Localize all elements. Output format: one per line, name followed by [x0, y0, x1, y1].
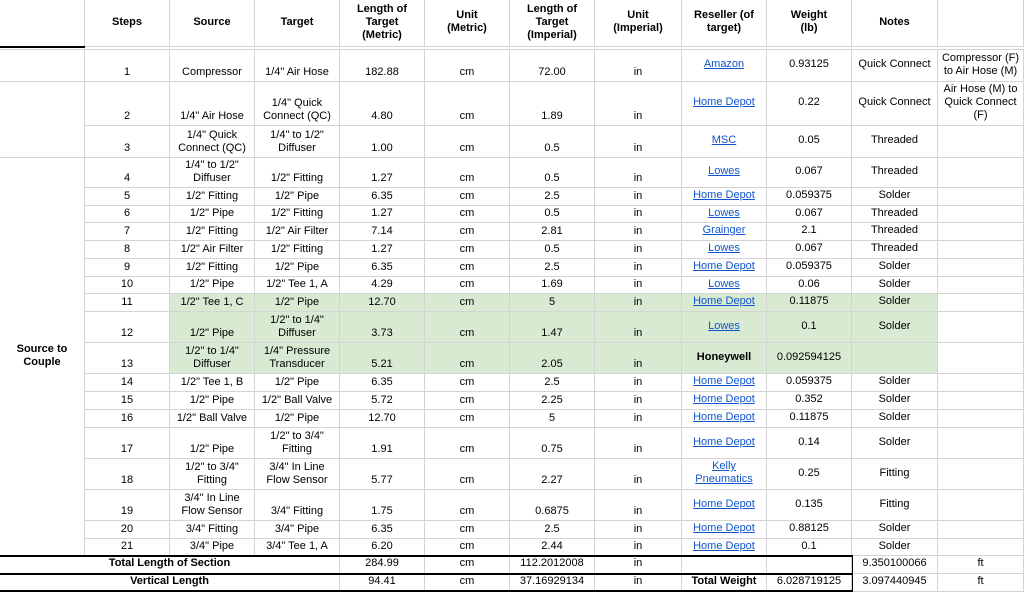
table-cell[interactable]: 3/4" Fitting — [170, 521, 255, 539]
table-cell[interactable]: 1.91 — [340, 428, 425, 459]
table-cell[interactable]: 1/2" Air Filter — [255, 223, 340, 241]
table-cell[interactable]: Threaded — [852, 206, 938, 223]
table-cell[interactable]: Fitting — [852, 459, 938, 490]
table-cell[interactable]: Solder — [852, 188, 938, 206]
table-cell[interactable]: cm — [425, 410, 510, 428]
table-cell[interactable]: Solder — [852, 539, 938, 556]
column-header[interactable]: Notes — [852, 0, 938, 47]
table-cell[interactable]: 0.067 — [767, 241, 852, 259]
table-cell[interactable]: 8 — [85, 241, 170, 259]
table-cell[interactable]: cm — [425, 241, 510, 259]
table-cell[interactable]: 0.11875 — [767, 410, 852, 428]
table-cell[interactable]: 1/4" Air Hose — [170, 82, 255, 126]
table-cell[interactable]: 18 — [85, 459, 170, 490]
table-cell[interactable]: 13 — [85, 343, 170, 374]
table-cell[interactable]: in — [595, 126, 682, 158]
table-cell[interactable]: 0.059375 — [767, 188, 852, 206]
table-cell[interactable]: Threaded — [852, 158, 938, 188]
table-cell[interactable]: in — [595, 459, 682, 490]
table-cell[interactable]: cm — [425, 188, 510, 206]
table-cell[interactable]: 21 — [85, 539, 170, 556]
total-weight-label[interactable]: Total Weight — [682, 574, 767, 592]
table-cell[interactable]: 0.93125 — [767, 50, 852, 82]
table-cell[interactable] — [938, 392, 1024, 410]
table-cell[interactable]: 3.73 — [340, 312, 425, 343]
total-notes[interactable]: 9.350100066 — [852, 556, 938, 574]
table-cell[interactable]: 6.35 — [340, 259, 425, 277]
column-header[interactable]: Unit (Metric) — [425, 0, 510, 47]
total-unit-metric[interactable]: cm — [425, 556, 510, 574]
reseller-link[interactable]: Home Depot — [682, 188, 767, 206]
table-cell[interactable]: 182.88 — [340, 50, 425, 82]
table-cell[interactable]: 0.1 — [767, 539, 852, 556]
table-cell[interactable]: 12.70 — [340, 410, 425, 428]
table-cell[interactable]: 1.89 — [510, 82, 595, 126]
table-cell[interactable]: 19 — [85, 490, 170, 521]
table-cell[interactable]: Solder — [852, 521, 938, 539]
table-cell[interactable]: 1.27 — [340, 158, 425, 188]
border-line — [852, 555, 853, 592]
table-cell[interactable]: 1/2" Pipe — [255, 374, 340, 392]
table-cell[interactable] — [938, 521, 1024, 539]
table-cell[interactable]: in — [595, 490, 682, 521]
table-cell[interactable]: 2.5 — [510, 188, 595, 206]
total-length-metric[interactable]: 284.99 — [340, 556, 425, 574]
table-cell[interactable]: cm — [425, 428, 510, 459]
table-cell[interactable]: cm — [425, 277, 510, 294]
table-cell[interactable]: in — [595, 374, 682, 392]
table-cell[interactable]: 6.35 — [340, 374, 425, 392]
table-cell[interactable] — [938, 374, 1024, 392]
table-cell[interactable]: 1/2" Ball Valve — [170, 410, 255, 428]
table-cell[interactable]: 0.75 — [510, 428, 595, 459]
table-cell[interactable]: 1/2" to 1/4" Diffuser — [170, 343, 255, 374]
reseller-link[interactable]: MSC — [682, 126, 767, 158]
table-cell[interactable]: in — [595, 428, 682, 459]
table-cell[interactable]: 2.1 — [767, 223, 852, 241]
reseller-link[interactable]: Kelly Pneumatics — [682, 459, 767, 490]
table-cell[interactable]: 3/4" In Line Flow Sensor — [170, 490, 255, 521]
table-cell[interactable]: 1/4" to 1/2" Diffuser — [170, 158, 255, 188]
table-cell[interactable]: cm — [425, 490, 510, 521]
table-cell[interactable]: 3/4" Pipe — [255, 521, 340, 539]
table-cell[interactable]: Solder — [852, 374, 938, 392]
table-cell[interactable]: cm — [425, 343, 510, 374]
table-cell[interactable]: 4 — [85, 158, 170, 188]
table-cell[interactable] — [938, 539, 1024, 556]
table-cell[interactable]: cm — [425, 374, 510, 392]
table-cell[interactable]: Solder — [852, 259, 938, 277]
column-header[interactable]: Source — [170, 0, 255, 47]
reseller-link[interactable]: Home Depot — [682, 374, 767, 392]
table-cell[interactable]: 72.00 — [510, 50, 595, 82]
column-header[interactable] — [938, 0, 1024, 47]
reseller-link[interactable]: Home Depot — [682, 410, 767, 428]
table-cell[interactable]: cm — [425, 294, 510, 312]
table-cell[interactable]: 2.27 — [510, 459, 595, 490]
table-cell[interactable]: Solder — [852, 410, 938, 428]
table-cell[interactable]: 5 — [510, 294, 595, 312]
table-cell[interactable]: 6.35 — [340, 521, 425, 539]
table-cell[interactable]: 1 — [85, 50, 170, 82]
table-cell[interactable] — [938, 259, 1024, 277]
table-cell[interactable]: 9 — [85, 259, 170, 277]
table-cell[interactable]: 1.27 — [340, 241, 425, 259]
table-cell[interactable]: Compressor (F) to Air Hose (M) — [938, 50, 1024, 82]
table-cell[interactable]: cm — [425, 50, 510, 82]
reseller-link[interactable]: Lowes — [682, 206, 767, 223]
table-cell[interactable]: 6 — [85, 206, 170, 223]
reseller-link[interactable]: Lowes — [682, 277, 767, 294]
total-unit-ft[interactable]: ft — [938, 574, 1024, 592]
column-header[interactable]: Length of Target (Metric) — [340, 0, 425, 47]
table-cell[interactable]: 12 — [85, 312, 170, 343]
reseller-link[interactable]: Lowes — [682, 312, 767, 343]
table-cell[interactable]: 1/2" Pipe — [170, 312, 255, 343]
table-cell[interactable]: in — [595, 206, 682, 223]
reseller-text[interactable]: Honeywell — [682, 343, 767, 374]
table-cell[interactable]: 3/4" Tee 1, A — [255, 539, 340, 556]
table-cell[interactable] — [938, 206, 1024, 223]
table-cell[interactable]: 3/4" Pipe — [170, 539, 255, 556]
table-cell[interactable]: 3/4" In Line Flow Sensor — [255, 459, 340, 490]
table-cell[interactable]: 0.05 — [767, 126, 852, 158]
table-cell[interactable] — [938, 126, 1024, 158]
total-unit-imperial[interactable]: in — [595, 556, 682, 574]
table-cell[interactable]: Solder — [852, 428, 938, 459]
reseller-link[interactable]: Lowes — [682, 158, 767, 188]
table-cell[interactable]: 6.20 — [340, 539, 425, 556]
table-cell[interactable]: Quick Connect — [852, 50, 938, 82]
reseller-link[interactable]: Home Depot — [682, 521, 767, 539]
table-cell[interactable]: in — [595, 241, 682, 259]
table-cell[interactable]: Fitting — [852, 490, 938, 521]
total-unit-ft[interactable]: ft — [938, 556, 1024, 574]
section-label[interactable]: Source to Couple — [0, 158, 85, 556]
table-cell[interactable]: in — [595, 259, 682, 277]
total-unit-metric[interactable]: cm — [425, 574, 510, 592]
cell[interactable] — [0, 82, 85, 158]
table-cell[interactable]: 7 — [85, 223, 170, 241]
total-length-imperial[interactable]: 37.16929134 — [510, 574, 595, 592]
table-cell[interactable]: 0.06 — [767, 277, 852, 294]
table-cell[interactable]: 1/2" Fitting — [255, 206, 340, 223]
table-cell[interactable]: 5.72 — [340, 392, 425, 410]
table-cell[interactable] — [938, 294, 1024, 312]
table-cell[interactable]: Compressor — [170, 50, 255, 82]
table-cell[interactable]: cm — [425, 158, 510, 188]
reseller-link[interactable]: Home Depot — [682, 428, 767, 459]
table-cell[interactable]: Threaded — [852, 223, 938, 241]
table-cell[interactable]: in — [595, 277, 682, 294]
table-cell[interactable]: Threaded — [852, 241, 938, 259]
table-cell[interactable] — [852, 343, 938, 374]
table-cell[interactable] — [938, 410, 1024, 428]
table-cell[interactable]: 10 — [85, 277, 170, 294]
table-cell[interactable]: Solder — [852, 392, 938, 410]
table-cell[interactable] — [938, 241, 1024, 259]
table-cell[interactable]: 0.352 — [767, 392, 852, 410]
table-cell[interactable]: cm — [425, 223, 510, 241]
table-cell[interactable] — [938, 428, 1024, 459]
table-cell[interactable]: 0.6875 — [510, 490, 595, 521]
table-cell[interactable]: 0.059375 — [767, 374, 852, 392]
table-cell[interactable]: 1/4" Quick Connect (QC) — [170, 126, 255, 158]
table-cell[interactable]: 0.067 — [767, 206, 852, 223]
table-cell[interactable]: in — [595, 50, 682, 82]
table-cell[interactable]: 3 — [85, 126, 170, 158]
table-cell[interactable] — [938, 158, 1024, 188]
table-cell[interactable]: 16 — [85, 410, 170, 428]
total-unit-imperial[interactable]: in — [595, 574, 682, 592]
table-cell[interactable]: 2.44 — [510, 539, 595, 556]
table-cell[interactable]: 1/2" Fitting — [255, 241, 340, 259]
table-cell[interactable]: 1/2" to 3/4" Fitting — [255, 428, 340, 459]
table-cell[interactable]: 1/4" Quick Connect (QC) — [255, 82, 340, 126]
table-cell[interactable]: cm — [425, 392, 510, 410]
table-cell[interactable]: in — [595, 312, 682, 343]
table-cell[interactable]: cm — [425, 312, 510, 343]
table-cell[interactable]: 0.1 — [767, 312, 852, 343]
table-cell[interactable]: 1/2" Pipe — [170, 206, 255, 223]
table-cell[interactable]: cm — [425, 521, 510, 539]
table-cell[interactable]: 0.059375 — [767, 259, 852, 277]
table-cell[interactable]: 1/2" Pipe — [255, 259, 340, 277]
table-cell[interactable]: 1/2" Pipe — [255, 410, 340, 428]
border-line — [0, 573, 852, 575]
table-cell[interactable]: 1/2" Tee 1, A — [255, 277, 340, 294]
column-header[interactable]: Reseller (of target) — [682, 0, 767, 47]
table-cell[interactable]: 4.29 — [340, 277, 425, 294]
table-cell[interactable]: 15 — [85, 392, 170, 410]
table-cell[interactable] — [938, 459, 1024, 490]
table-cell[interactable]: 1/2" Tee 1, B — [170, 374, 255, 392]
column-header[interactable]: Length of Target (Imperial) — [510, 0, 595, 47]
total-notes[interactable]: 3.097440945 — [852, 574, 938, 592]
table-cell[interactable]: 1/4" Pressure Transducer — [255, 343, 340, 374]
table-cell[interactable]: Air Hose (M) to Quick Connect (F) — [938, 82, 1024, 126]
table-cell[interactable]: 0.88125 — [767, 521, 852, 539]
table-cell[interactable]: in — [595, 392, 682, 410]
table-cell[interactable]: 2.5 — [510, 521, 595, 539]
table-cell[interactable]: in — [595, 82, 682, 126]
total-weight[interactable] — [767, 556, 852, 574]
table-cell[interactable]: in — [595, 294, 682, 312]
table-cell[interactable]: Quick Connect — [852, 82, 938, 126]
table-cell[interactable]: 0.11875 — [767, 294, 852, 312]
table-cell[interactable]: 1/2" Fitting — [255, 158, 340, 188]
table-cell[interactable]: 1/2" Fitting — [170, 223, 255, 241]
table-cell[interactable]: 0.22 — [767, 82, 852, 126]
table-cell[interactable]: 1/2" Pipe — [170, 428, 255, 459]
table-cell[interactable]: in — [595, 343, 682, 374]
table-cell[interactable]: 5 — [510, 410, 595, 428]
table-cell[interactable]: 2.05 — [510, 343, 595, 374]
table-cell[interactable]: in — [595, 521, 682, 539]
table-cell[interactable]: 0.5 — [510, 206, 595, 223]
table-cell[interactable] — [938, 223, 1024, 241]
table-cell[interactable]: Threaded — [852, 126, 938, 158]
column-header[interactable]: Weight (lb) — [767, 0, 852, 47]
table-cell[interactable]: 6.35 — [340, 188, 425, 206]
table-cell[interactable]: cm — [425, 259, 510, 277]
table-cell[interactable]: 1.00 — [340, 126, 425, 158]
table-cell[interactable]: 1.27 — [340, 206, 425, 223]
table-cell[interactable] — [938, 343, 1024, 374]
table-cell[interactable]: Solder — [852, 312, 938, 343]
total-label[interactable]: Total Length of Section — [0, 556, 340, 574]
reseller-link[interactable]: Home Depot — [682, 490, 767, 521]
table-cell[interactable]: cm — [425, 126, 510, 158]
table-cell[interactable]: 1/2" Fitting — [170, 188, 255, 206]
table-cell[interactable]: 1/4" to 1/2" Diffuser — [255, 126, 340, 158]
table-cell[interactable]: 20 — [85, 521, 170, 539]
table-cell[interactable] — [938, 277, 1024, 294]
total-length-imperial[interactable]: 112.2012008 — [510, 556, 595, 574]
total-label[interactable]: Vertical Length — [0, 574, 340, 592]
table-cell[interactable]: 2 — [85, 82, 170, 126]
total-length-metric[interactable]: 94.41 — [340, 574, 425, 592]
table-cell[interactable]: 2.5 — [510, 374, 595, 392]
total-weight[interactable]: 6.028719125 — [767, 574, 852, 592]
reseller-link[interactable]: Lowes — [682, 241, 767, 259]
reseller-link[interactable]: Home Depot — [682, 82, 767, 126]
reseller-link[interactable]: Grainger — [682, 223, 767, 241]
column-header[interactable]: Steps — [85, 0, 170, 47]
table-cell[interactable]: 3/4" Fitting — [255, 490, 340, 521]
table-cell[interactable]: cm — [425, 459, 510, 490]
table-cell[interactable]: 1.47 — [510, 312, 595, 343]
table-cell[interactable]: 0.067 — [767, 158, 852, 188]
table-cell[interactable]: 1/2" to 3/4" Fitting — [170, 459, 255, 490]
corner-cell[interactable] — [0, 0, 85, 47]
reseller-link[interactable]: Amazon — [682, 50, 767, 82]
table-cell[interactable]: 12.70 — [340, 294, 425, 312]
table-cell[interactable]: 2.81 — [510, 223, 595, 241]
table-cell[interactable]: 2.25 — [510, 392, 595, 410]
table-cell[interactable]: 1/2" Pipe — [170, 392, 255, 410]
table-cell[interactable]: 0.5 — [510, 126, 595, 158]
table-cell[interactable]: 14 — [85, 374, 170, 392]
table-cell[interactable]: in — [595, 188, 682, 206]
reseller-link[interactable]: Home Depot — [682, 259, 767, 277]
total-weight-label[interactable] — [682, 556, 767, 574]
reseller-link[interactable]: Home Depot — [682, 392, 767, 410]
table-cell[interactable]: 1/2" Fitting — [170, 259, 255, 277]
table-cell[interactable]: 7.14 — [340, 223, 425, 241]
table-cell[interactable]: 0.135 — [767, 490, 852, 521]
table-cell[interactable]: 0.14 — [767, 428, 852, 459]
table-cell[interactable]: in — [595, 158, 682, 188]
table-cell[interactable]: in — [595, 539, 682, 556]
table-cell[interactable]: 5 — [85, 188, 170, 206]
column-header[interactable]: Unit (Imperial) — [595, 0, 682, 47]
border-line — [0, 555, 852, 557]
table-cell[interactable]: 1/2" Ball Valve — [255, 392, 340, 410]
table-cell[interactable]: 0.5 — [510, 158, 595, 188]
table-cell[interactable]: 17 — [85, 428, 170, 459]
table-cell[interactable]: in — [595, 410, 682, 428]
table-cell[interactable]: 1/2" to 1/4" Diffuser — [255, 312, 340, 343]
table-cell[interactable]: 1/2" Pipe — [255, 294, 340, 312]
table-cell[interactable]: 0.5 — [510, 241, 595, 259]
table-cell[interactable]: 1/2" Pipe — [170, 277, 255, 294]
table-cell[interactable]: 5.21 — [340, 343, 425, 374]
table-cell[interactable]: 1/4" Air Hose — [255, 50, 340, 82]
table-cell[interactable]: 0.25 — [767, 459, 852, 490]
reseller-link[interactable]: Home Depot — [682, 294, 767, 312]
table-cell[interactable]: Solder — [852, 294, 938, 312]
table-cell[interactable]: 2.5 — [510, 259, 595, 277]
table-cell[interactable]: cm — [425, 206, 510, 223]
reseller-link[interactable]: Home Depot — [682, 539, 767, 556]
table-cell[interactable]: cm — [425, 539, 510, 556]
table-cell[interactable]: Solder — [852, 277, 938, 294]
table-cell[interactable]: 1.69 — [510, 277, 595, 294]
table-cell[interactable] — [938, 188, 1024, 206]
table-cell[interactable]: in — [595, 223, 682, 241]
border-line — [0, 46, 85, 48]
table-cell[interactable]: 1/2" Tee 1, C — [170, 294, 255, 312]
table-cell[interactable]: 1/2" Pipe — [255, 188, 340, 206]
table-cell[interactable]: 11 — [85, 294, 170, 312]
table-cell[interactable] — [938, 490, 1024, 521]
table-cell[interactable] — [938, 312, 1024, 343]
table-cell[interactable]: 0.092594125 — [767, 343, 852, 374]
table-cell[interactable]: 1.75 — [340, 490, 425, 521]
table-cell[interactable]: cm — [425, 82, 510, 126]
table-cell[interactable]: 1/2" Air Filter — [170, 241, 255, 259]
column-header[interactable]: Target — [255, 0, 340, 47]
table-cell[interactable]: 5.77 — [340, 459, 425, 490]
cell[interactable] — [0, 50, 85, 82]
table-cell[interactable]: 4.80 — [340, 82, 425, 126]
